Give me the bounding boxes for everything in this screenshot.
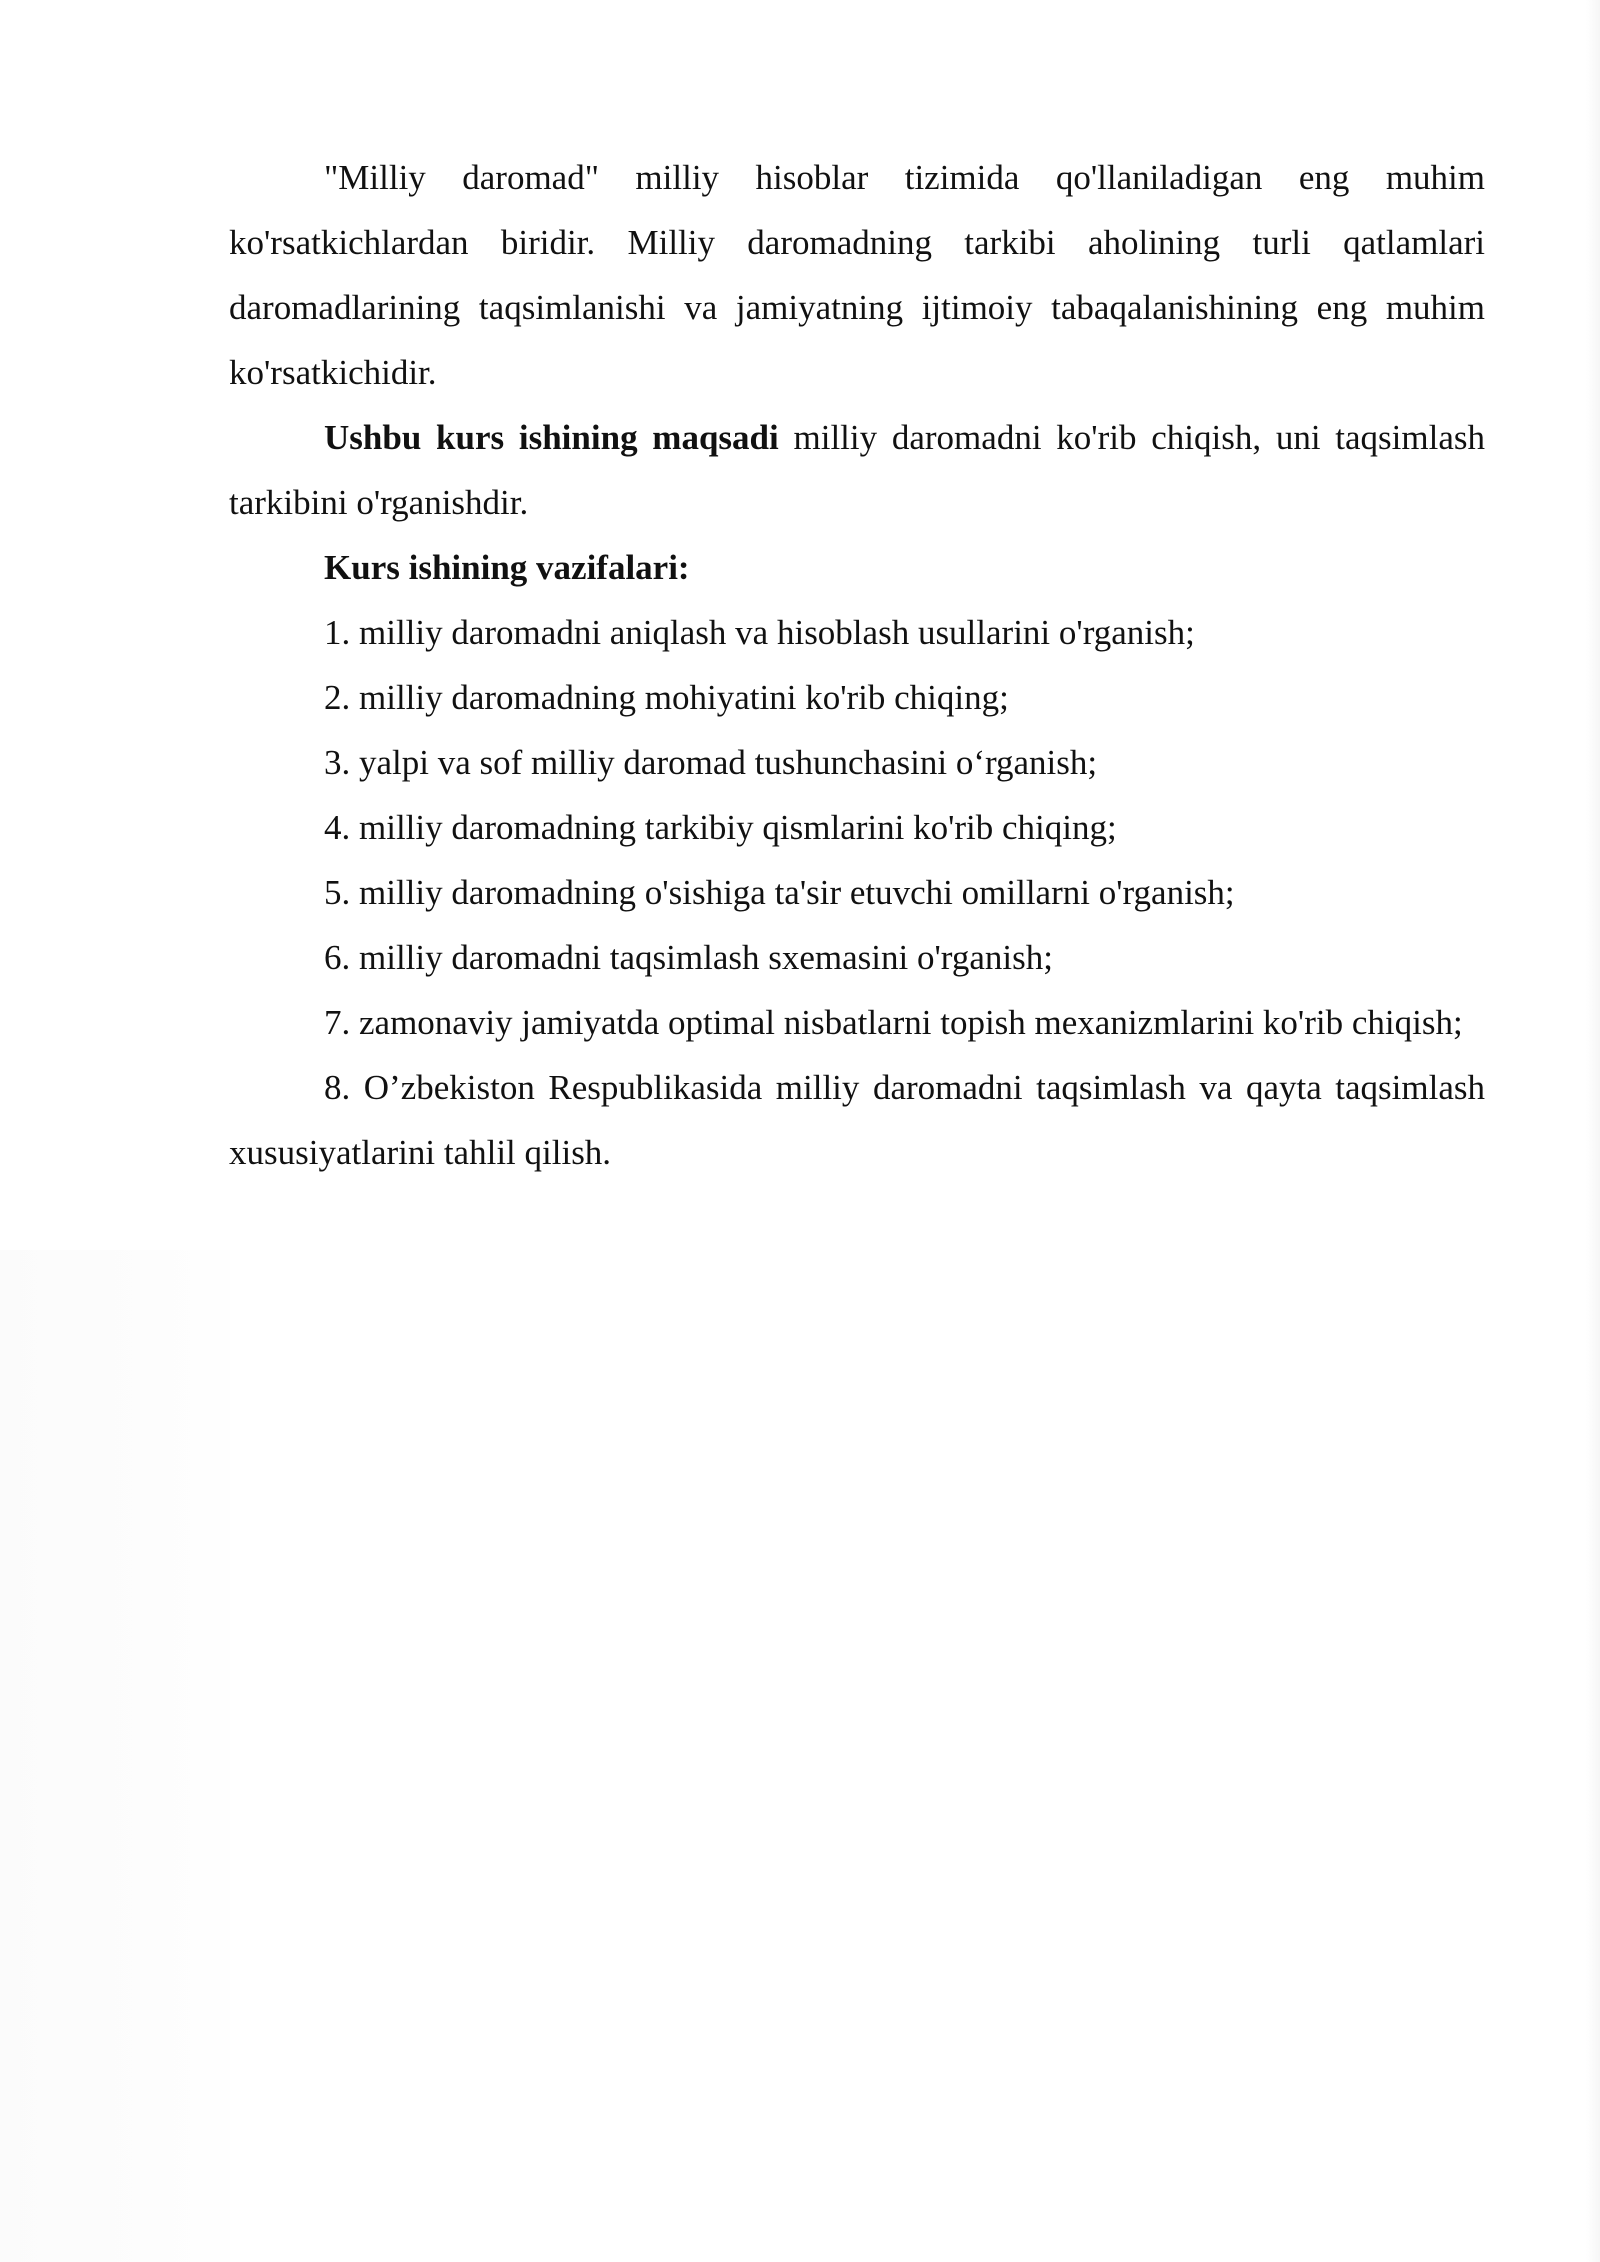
task-item-6: 6. milliy daromadni taqsimlash sxemasini o'rganish; <box>324 938 1053 977</box>
task-item-1: 1. milliy daromadni aniqlash va hisoblash usullarini o'rganish; <box>324 613 1195 652</box>
document-body <box>229 145 1485 1185</box>
task-item-8: 8. O’zbekiston Respublikasida milliy daromadni taqsimlash va qayta taqsimlash xususiyatlarini tahlil qilish. <box>229 1068 1485 1172</box>
task-item-7: 7. zamonaviy jamiyatda optimal nisbatlarni topish mexanizmlarini ko'rib chiqish; <box>324 1003 1463 1042</box>
task-item-4: 4. milliy daromadning tarkibiy qismlarini ko'rib chiqing; <box>324 808 1117 847</box>
task-item-2: 2. milliy daromadning mohiyatini ko'rib chiqing; <box>324 678 1009 717</box>
task-item-5: 5. milliy daromadning o'sishiga ta'sir etuvchi omillarni o'rganish; <box>324 873 1235 912</box>
purpose-text: milliy daromadni ko'rib chiqish, uni taqsimlash tarkibini o'rganishdir. <box>229 418 1486 522</box>
intro-paragraph: "Milliy daromad" milliy hisoblar tizimida qo'llaniladigan eng muhim ko'rsatkichlardan biridir. Milliy daromadning tarkibi aholining turli qatlamlari daromadlarining taqsimlanishi va jamiyatning ijtimoiy tabaqalanishining eng muhim ko'rsatkichidir. <box>229 158 1485 392</box>
purpose-paragraph <box>229 405 1485 535</box>
page-edge-shadow <box>1586 0 1600 2262</box>
purpose-label: Ushbu kurs ishining maqsadi <box>324 418 779 457</box>
tasks-heading: Kurs ishining vazifalari: <box>324 548 690 587</box>
page-shade <box>0 1250 230 2262</box>
task-item-3: 3. yalpi va sof milliy daromad tushunchasini o‘rganish; <box>324 743 1098 782</box>
